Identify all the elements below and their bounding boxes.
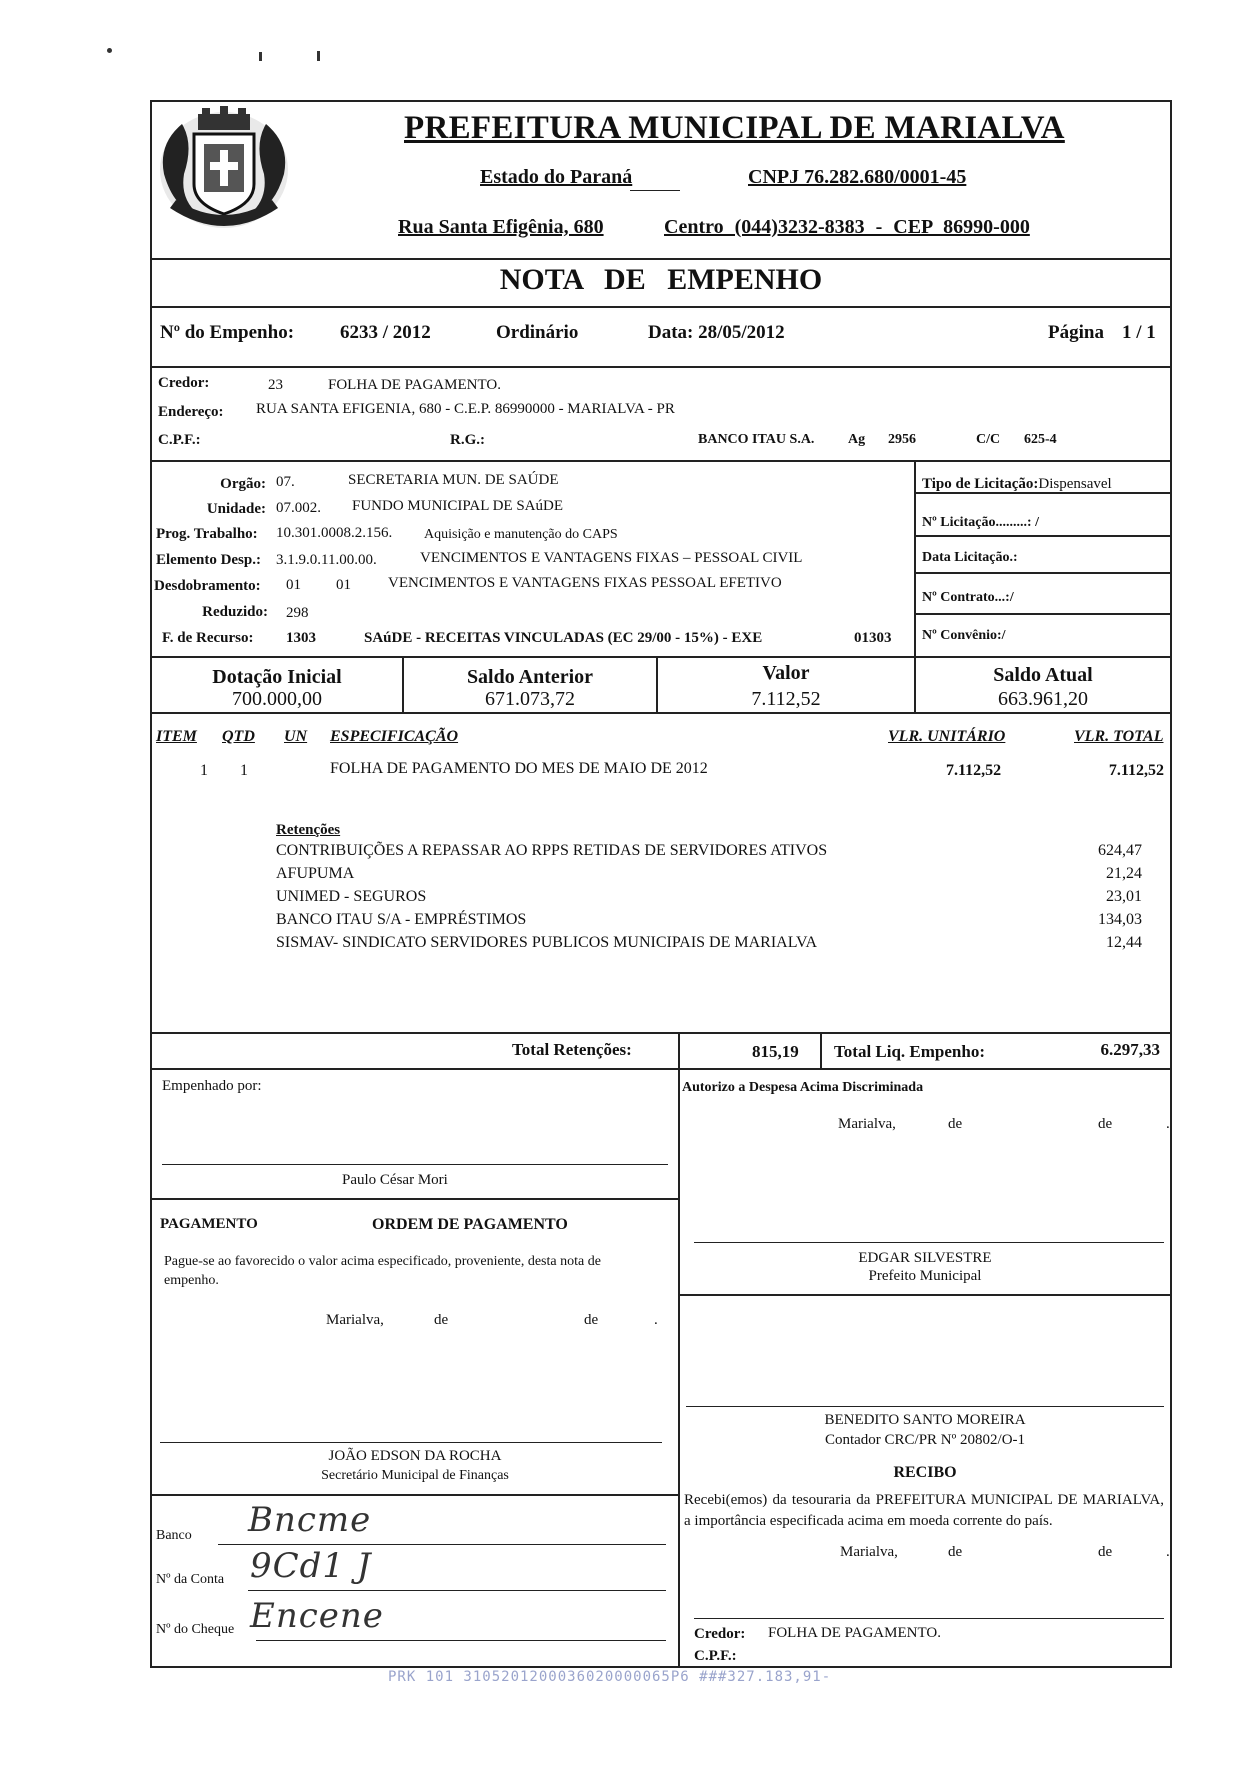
cpf-label: C.P.F.: bbox=[158, 432, 201, 448]
item-qtd: 1 bbox=[240, 762, 248, 779]
saldo-atual-value: 663.961,20 bbox=[998, 688, 1088, 710]
address-field-label: Endereço: bbox=[158, 404, 224, 420]
footer-code: PRK 101 3105201200036020000065P6 ###327.183,91- bbox=[388, 1669, 832, 1685]
dotacao-value: 700.000,00 bbox=[232, 688, 322, 710]
pagamento-label: PAGAMENTO bbox=[160, 1216, 258, 1232]
scan-mark bbox=[317, 51, 320, 61]
tipo-licitacao-label: Tipo de Licitação: bbox=[922, 476, 1039, 492]
cheque-label: Nº do Cheque bbox=[156, 1622, 235, 1637]
orgao-name: SECRETARIA MUN. DE SAÚDE bbox=[348, 472, 559, 488]
state-label: Estado do Paraná bbox=[480, 166, 633, 188]
secretario-cargo: Secretário Municipal de Finanças bbox=[321, 1468, 509, 1483]
valor-value: 7.112,52 bbox=[751, 688, 821, 710]
conta-signature: 9Cd1 J bbox=[250, 1546, 372, 1586]
autorizo-de-1: de bbox=[948, 1116, 963, 1132]
rg-label: R.G.: bbox=[450, 432, 485, 448]
unidade-name: FUNDO MUNICIPAL DE SAúDE bbox=[352, 498, 563, 514]
retencao-desc: UNIMED - SEGUROS bbox=[276, 888, 427, 905]
page-title: PREFEITURA MUNICIPAL DE MARIALVA bbox=[404, 110, 1065, 146]
desdobramento-label: Desdobramento: bbox=[154, 578, 261, 594]
recurso-label: F. de Recurso: bbox=[162, 630, 254, 646]
page-number: 1 / 1 bbox=[1122, 322, 1156, 343]
recibo-text: Recebi(emos) da tesouraria da PREFEITURA MUNICIPAL DE MARIALVA, a importância especificada acima em moeda corrente do país. bbox=[684, 1492, 1164, 1529]
prefeito-nome: EDGAR SILVESTRE bbox=[858, 1250, 992, 1266]
credor-name: FOLHA DE PAGAMENTO. bbox=[328, 377, 501, 393]
autorizo-label: Autorizo a Despesa Acima Discriminada bbox=[682, 1080, 924, 1095]
retencao-desc: CONTRIBUIÇÕES A REPASSAR AO RPPS RETIDAS DE SERVIDORES ATIVOS bbox=[276, 842, 828, 859]
coat-of-arms-icon bbox=[154, 104, 294, 236]
bank-name: BANCO ITAU S.A. bbox=[698, 432, 815, 447]
contador-nome: BENEDITO SANTO MOREIRA bbox=[824, 1412, 1026, 1428]
recurso-code2: 01303 bbox=[854, 630, 892, 646]
retencao-desc: BANCO ITAU S/A - EMPRÉSTIMOS bbox=[276, 911, 527, 928]
retencao-desc: SISMAV- SINDICATO SERVIDORES PUBLICOS MUNICIPAIS DE MARIALVA bbox=[276, 934, 818, 951]
empenhado-por-nome: Paulo César Mori bbox=[342, 1172, 448, 1188]
desdobramento-desc: VENCIMENTOS E VANTAGENS FIXAS PESSOAL EFETIVO bbox=[388, 575, 782, 591]
item-spec: FOLHA DE PAGAMENTO DO MES DE MAIO DE 2012 bbox=[330, 760, 708, 777]
agency-label: Ag bbox=[848, 432, 866, 447]
col-qtd: QTD bbox=[222, 728, 255, 745]
pagamento-de-1: de bbox=[434, 1312, 449, 1328]
item-unit-value: 7.112,52 bbox=[946, 762, 1002, 779]
state-underline bbox=[630, 190, 680, 191]
total-retencoes-label: Total Retenções: bbox=[512, 1040, 632, 1059]
empenho-number: 6233 / 2012 bbox=[340, 322, 431, 343]
recibo-cpf-label: C.P.F.: bbox=[694, 1648, 737, 1664]
prog-desc: Aquisição e manutenção do CAPS bbox=[424, 527, 618, 542]
empenho-number-label: Nº do Empenho: bbox=[160, 322, 295, 343]
unidade-code: 07.002. bbox=[276, 500, 321, 516]
retencao-value: 21,24 bbox=[1106, 865, 1142, 882]
page-number-label: Página bbox=[1048, 322, 1104, 343]
col-spec: ESPECIFICAÇÃO bbox=[330, 728, 459, 745]
elemento-code: 3.1.9.0.11.00.00. bbox=[276, 552, 377, 568]
recibo-title: RECIBO bbox=[893, 1464, 957, 1481]
contador-cargo: Contador CRC/PR Nº 20802/O-1 bbox=[824, 1432, 1026, 1448]
pague-se-text: Pague-se ao favorecido o valor acima especificado, proveniente, desta nota de empenho. bbox=[164, 1254, 601, 1288]
recibo-de-2: de bbox=[1098, 1544, 1113, 1560]
desdobramento-b: 01 bbox=[336, 577, 351, 593]
nota-de-empenho-form bbox=[150, 100, 1172, 1668]
pagamento-ponto: . bbox=[654, 1312, 658, 1328]
address-label: Rua Santa Efigênia, 680 bbox=[398, 216, 604, 238]
item-total-value: 7.112,52 bbox=[1108, 762, 1164, 779]
scan-mark bbox=[107, 48, 112, 53]
doc-title: NOTA DE EMPENHO bbox=[499, 263, 823, 296]
item-number: 1 bbox=[200, 762, 208, 779]
tipo-licitacao bbox=[922, 476, 1112, 493]
col-item: ITEM bbox=[156, 728, 197, 745]
prog-code: 10.301.0008.2.156. bbox=[276, 525, 393, 541]
recibo-credor-label: Credor: bbox=[694, 1626, 746, 1642]
recibo-ponto: . bbox=[1166, 1544, 1170, 1560]
orgao-label: Orgão: bbox=[220, 476, 266, 492]
address-rest-label: Centro (044)3232-8383 - CEP 86990-000 bbox=[664, 216, 1030, 238]
col-un: UN bbox=[284, 728, 308, 745]
retencao-desc: AFUPUMA bbox=[276, 865, 355, 882]
saldo-anterior-value: 671.073,72 bbox=[485, 688, 575, 710]
retencao-value: 134,03 bbox=[1098, 911, 1142, 928]
prog-label: Prog. Trabalho: bbox=[156, 526, 258, 542]
total-retencoes-value: 815,19 bbox=[752, 1042, 799, 1061]
autorizo-de-2: de bbox=[1098, 1116, 1113, 1132]
secretario-nome: JOÃO EDSON DA ROCHA bbox=[328, 1448, 502, 1464]
recurso-code: 1303 bbox=[286, 630, 316, 646]
banco-signature: Bncme bbox=[248, 1500, 372, 1540]
numero-convenio: Nº Convênio:/ bbox=[922, 628, 1006, 643]
pagamento-marialva: Marialva, bbox=[326, 1312, 384, 1328]
autorizo-ponto: . bbox=[1166, 1116, 1170, 1132]
agency-number: 2956 bbox=[888, 432, 916, 447]
total-liquido-value: 6.297,33 bbox=[1100, 1040, 1160, 1059]
scan-mark bbox=[259, 52, 262, 61]
ordem-pagamento-label: ORDEM DE PAGAMENTO bbox=[372, 1216, 568, 1233]
retencao-value: 12,44 bbox=[1106, 934, 1142, 951]
data-licitacao: Data Licitação.: bbox=[922, 550, 1018, 565]
total-liquido-label: Total Liq. Empenho: bbox=[834, 1042, 985, 1061]
orgao-code: 07. bbox=[276, 474, 295, 490]
credor-code: 23 bbox=[268, 377, 283, 393]
empenhado-por-label: Empenhado por: bbox=[162, 1078, 262, 1094]
valor-label: Valor bbox=[762, 662, 810, 684]
cheque-signature: Encene bbox=[250, 1596, 384, 1636]
col-unit: VLR. UNITÁRIO bbox=[888, 728, 1006, 745]
banco-label: Banco bbox=[156, 1528, 192, 1543]
elemento-label: Elemento Desp.: bbox=[156, 552, 261, 568]
retencao-value: 23,01 bbox=[1106, 888, 1142, 905]
retencoes-title: Retenções bbox=[276, 822, 341, 838]
prefeito-cargo: Prefeito Municipal bbox=[868, 1268, 982, 1284]
autorizo-marialva: Marialva, bbox=[838, 1116, 896, 1132]
recibo-credor-value: FOLHA DE PAGAMENTO. bbox=[768, 1625, 941, 1641]
unidade-label: Unidade: bbox=[206, 501, 266, 517]
empenho-date: Data: 28/05/2012 bbox=[648, 322, 785, 343]
credor-label: Credor: bbox=[158, 375, 210, 391]
recibo-marialva: Marialva, bbox=[840, 1544, 898, 1560]
account-number: 625-4 bbox=[1024, 432, 1057, 447]
reduzido-value: 298 bbox=[286, 605, 309, 621]
empenho-type: Ordinário bbox=[496, 322, 579, 343]
recibo-de-1: de bbox=[948, 1544, 963, 1560]
saldo-atual-label: Saldo Atual bbox=[993, 664, 1093, 686]
credor-address: RUA SANTA EFIGENIA, 680 - C.E.P. 86990000 - MARIALVA - PR bbox=[256, 401, 675, 417]
elemento-desc: VENCIMENTOS E VANTAGENS FIXAS – PESSOAL CIVIL bbox=[420, 550, 803, 566]
dotacao-label: Dotação Inicial bbox=[212, 666, 342, 688]
recurso-desc: SAúDE - RECEITAS VINCULADAS (EC 29/00 - 15%) - EXE bbox=[364, 630, 763, 646]
cnpj-label: CNPJ 76.282.680/0001-45 bbox=[748, 166, 967, 188]
retencao-value: 624,47 bbox=[1098, 842, 1142, 859]
pagamento-de-2: de bbox=[584, 1312, 599, 1328]
numero-contrato: Nº Contrato...:/ bbox=[922, 590, 1014, 605]
account-label: C/C bbox=[976, 432, 1001, 447]
desdobramento-a: 01 bbox=[286, 577, 301, 593]
tipo-licitacao-value: Dispensavel bbox=[1038, 476, 1112, 492]
saldo-anterior-label: Saldo Anterior bbox=[466, 666, 594, 688]
numero-licitacao: Nº Licitação.........: / bbox=[922, 515, 1039, 530]
conta-label: Nº da Conta bbox=[156, 1572, 225, 1587]
col-total: VLR. TOTAL bbox=[1074, 728, 1164, 745]
reduzido-label: Reduzido: bbox=[202, 604, 268, 620]
